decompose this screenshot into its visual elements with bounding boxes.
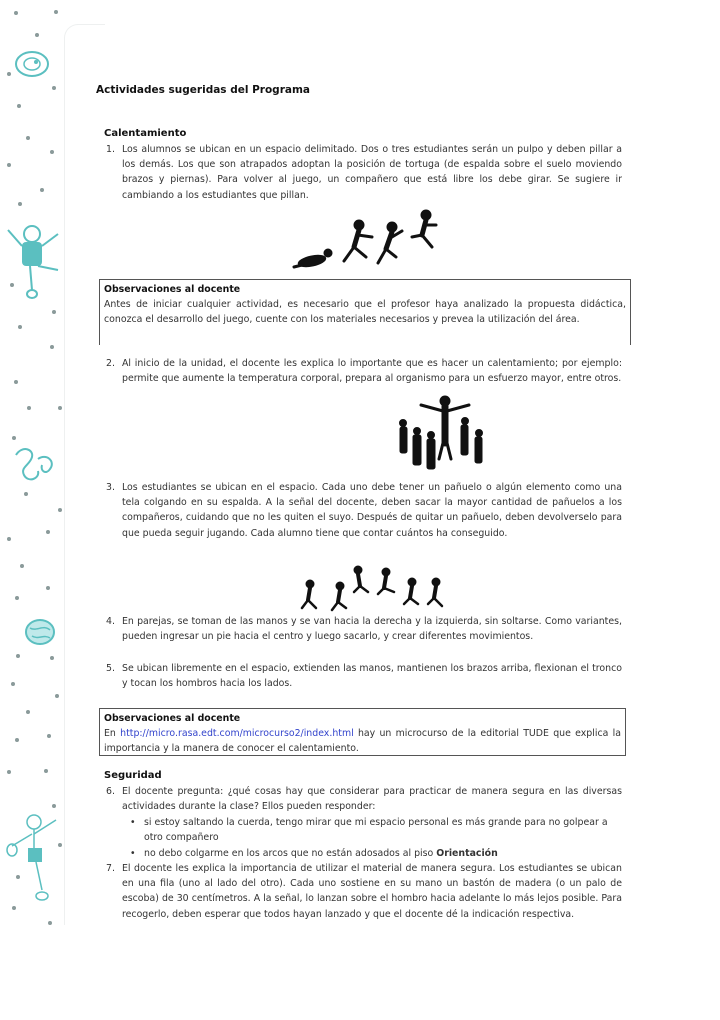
item-text: Los estudiantes se ubican en el espacio. Cada uno debe tener un pañuelo o algún elemento como una tela colgando en su espalda. A la señal del docente, deben sacar la mayor cantidad de pañuelos a los compañeros, cuidando que no les quiten el suyo. Después de quitar un pañuelo, deben devolverselo para que pueda seguir jugando. Cada alumno tiene que contar cuántos ha conseguido. <box>122 482 622 539</box>
item-number: 4. <box>106 616 115 627</box>
item-text: El docente les explica la importancia de utilizar el material de manera segura. Los estudiantes se ubican en una fila (uno al lado del otro). Cada uno sostiene en su mano un bastón de madera (o un palo de escoba) de 30 centímetros. A la señal, lo lanzan sobre el hombro hacia adelante lo más lejos posible. Para recogerlo, deben esperar que todos hayan lanzado y que el docente dé la indicación respectiva. <box>122 863 622 920</box>
teacher-notes-title: Observaciones al docente <box>104 284 241 295</box>
activity-item-4 <box>106 614 622 644</box>
ball-doodle-icon <box>24 618 58 648</box>
swirl-doodle-icon <box>12 445 58 485</box>
activity-item-2 <box>106 356 622 386</box>
notes-text-before: En <box>104 728 116 740</box>
microcourse-link[interactable]: http://micro.rasa.edt.com/microcurso2/index.html <box>120 728 354 740</box>
item-number: 3. <box>106 482 115 493</box>
child-running-doodle-icon <box>4 810 74 910</box>
planet-doodle-icon <box>12 48 52 82</box>
item-number: 1. <box>106 144 115 155</box>
item-number: 2. <box>106 358 115 369</box>
activity-item-6 <box>106 784 622 814</box>
item-text: En parejas, se toman de las manos y se van hacia la derecha y la izquierda, sin soltarse. Como variantes, pueden ingresar un pie hacia el centro y luego sacarlo, y crear diferentes movimientos. <box>122 616 622 643</box>
teacher-notes-title: Observaciones al docente <box>104 713 241 724</box>
item-number: 6. <box>106 786 115 797</box>
decorative-border <box>0 0 90 1020</box>
section-heading-calentamiento: Calentamiento <box>104 128 187 139</box>
activity-item-1 <box>106 142 622 203</box>
bullet-icon: • <box>130 848 136 859</box>
teacher-notes-box-1 <box>99 279 631 345</box>
bullet-text: si estoy saltando la cuerda, tengo mirar que mi espacio personal es más grande para no golpear a otro compañero <box>144 817 608 844</box>
teacher-notes-text: Antes de iniciar cualquier actividad, es necesario que el profesor haya analizado la propuesta didáctica, conozca el desarrollo del juego, cuente con los materiales necesarios y prevea la utilización del área. <box>104 299 626 326</box>
teacher-notes-box-2 <box>99 708 626 756</box>
activity-item-5 <box>106 661 622 691</box>
notes-text-after: hay un microcurso de la editorial TUDE que explica la importancia y la manera de conocer el calentamiento. <box>104 728 621 755</box>
child-jumping-doodle-icon <box>2 220 66 305</box>
teacher-notes-text <box>104 726 621 756</box>
page-frame-line <box>64 24 105 925</box>
item-number: 7. <box>106 863 115 874</box>
item-text: Los alumnos se ubican en un espacio delimitado. Dos o tres estudiantes serán un pulpo y deben pillar a los demás. Los que son atrapados adoptan la posición de tortuga (de espalda sobre el suelo moviendo brazos y piernas). Para volver al juego, un compañero que está libre los debe girar. Se sugiere ir cambiando a los estudiantes que pillan. <box>122 144 622 201</box>
item-number: 5. <box>106 663 115 674</box>
activity-item-3 <box>106 480 622 541</box>
bullet-item-2 <box>130 846 622 861</box>
item-text: Se ubican libremente en el espacio, extienden las manos, mantienen los brazos arriba, flexionan el tronco y tocan los hombros hacia los lados. <box>122 663 622 690</box>
bullet-icon: • <box>130 817 136 828</box>
teacher-with-children-illustration <box>395 393 495 473</box>
activity-item-7 <box>106 861 622 922</box>
chasing-children-illustration <box>298 564 448 614</box>
bullet-bold-tail: Orientación <box>436 848 498 859</box>
page-title: Actividades sugeridas del Programa <box>96 84 310 96</box>
running-children-illustration <box>292 205 442 275</box>
bullet-text: no debo colgarme en los arcos que no están adosados al piso <box>144 848 434 859</box>
item-text: El docente pregunta: ¿qué cosas hay que considerar para practicar de manera segura en las diversas actividades durante la clase? Ellos pueden responder: <box>122 786 622 813</box>
section-heading-seguridad: Seguridad <box>104 770 162 781</box>
bullet-item-1 <box>130 815 622 845</box>
item-text: Al inicio de la unidad, el docente les explica lo importante que es hacer un calentamiento; por ejemplo: permite que aumente la temperatura corporal, prepara al organismo para un esfuerzo mayor, entre otros. <box>122 358 622 385</box>
